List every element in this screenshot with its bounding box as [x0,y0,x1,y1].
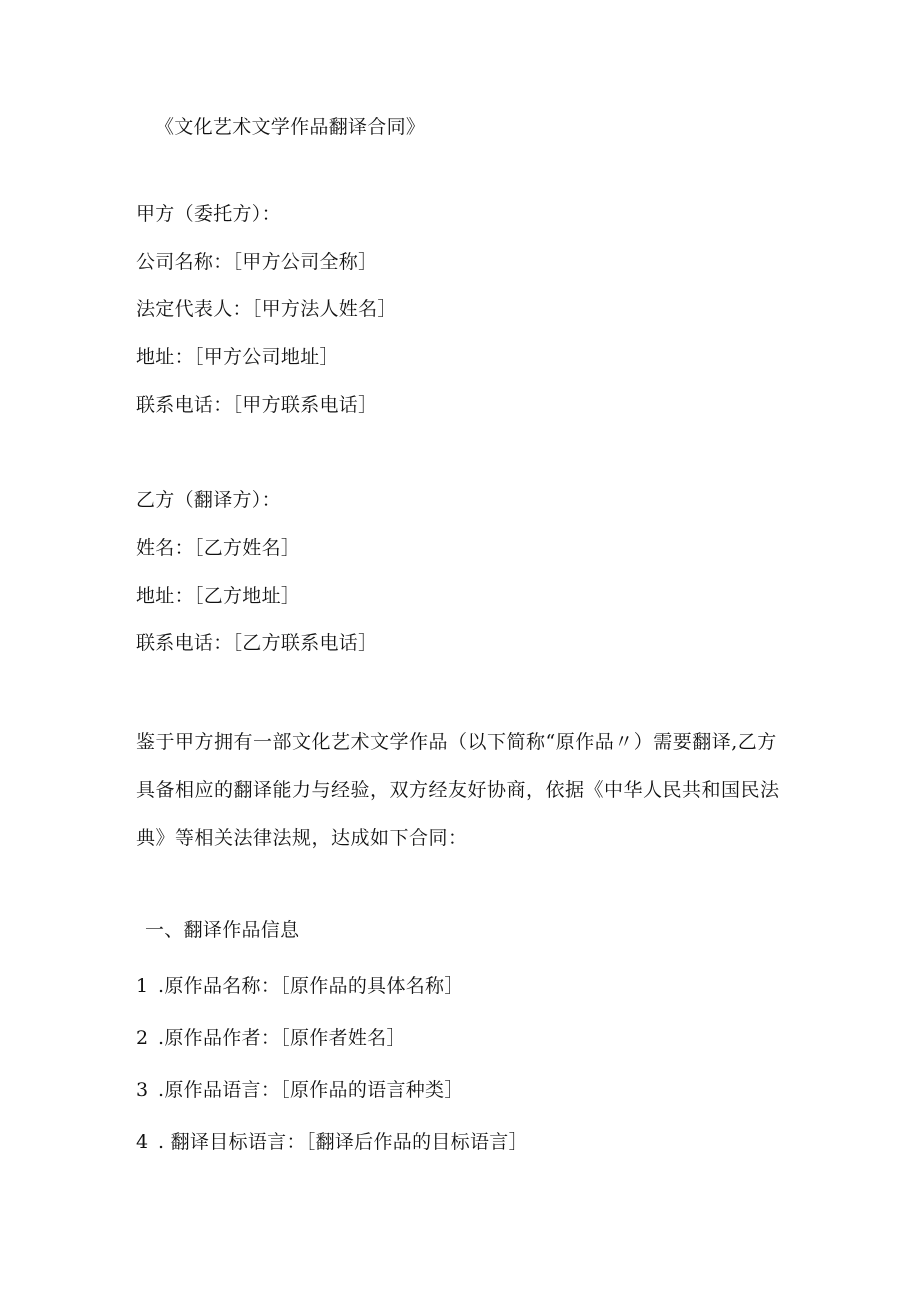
preamble-paragraph: 鉴于甲方拥有一部文化艺术文学作品（以下简称“原作品〃）需要翻译,乙方具备相应的翻译能力与经验，双方经友好协商，依据《中华人民共和国民法典》等相关法律法规，达成如下合同： [136,731,780,849]
party-b-phone: 联系电话：［乙方联系电话］ [136,632,378,654]
party-b-address: 地址：［乙方地址］ [136,585,301,607]
list-item-text: .原作品名称：［原作品的具体名称］ [158,975,464,997]
list-item [136,1078,464,1102]
contract-title: 《文化艺术文学作品翻译合同》 [155,116,426,138]
list-item-number: 3 [136,1079,149,1101]
list-item-text: . 翻译目标语言：［翻译后作品的目标语言］ [158,1131,528,1153]
party-b-heading: 乙方（翻译方）： [136,489,281,511]
party-b-name: 姓名：［乙方姓名］ [136,537,301,559]
party-a-company: 公司名称：［甲方公司全称］ [136,251,378,273]
section-1-heading: 一、翻译作品信息 [145,919,300,941]
list-item-text: .原作品作者：［原作者姓名］ [158,1027,406,1049]
list-item-number: 1 [136,975,149,997]
list-item-number: 2 [136,1027,149,1049]
party-a-representative: 法定代表人：［甲方法人姓名］ [136,298,397,320]
party-a-address: 地址：［甲方公司地址］ [136,346,339,368]
list-item [136,1130,528,1154]
party-a-heading: 甲方（委托方）： [136,203,281,225]
list-item [136,1026,406,1050]
list-item [136,974,464,998]
party-a-phone: 联系电话：［甲方联系电话］ [136,394,378,416]
list-item-number: 4 [136,1131,149,1153]
list-item-text: .原作品语言：［原作品的语言种类］ [158,1079,464,1101]
